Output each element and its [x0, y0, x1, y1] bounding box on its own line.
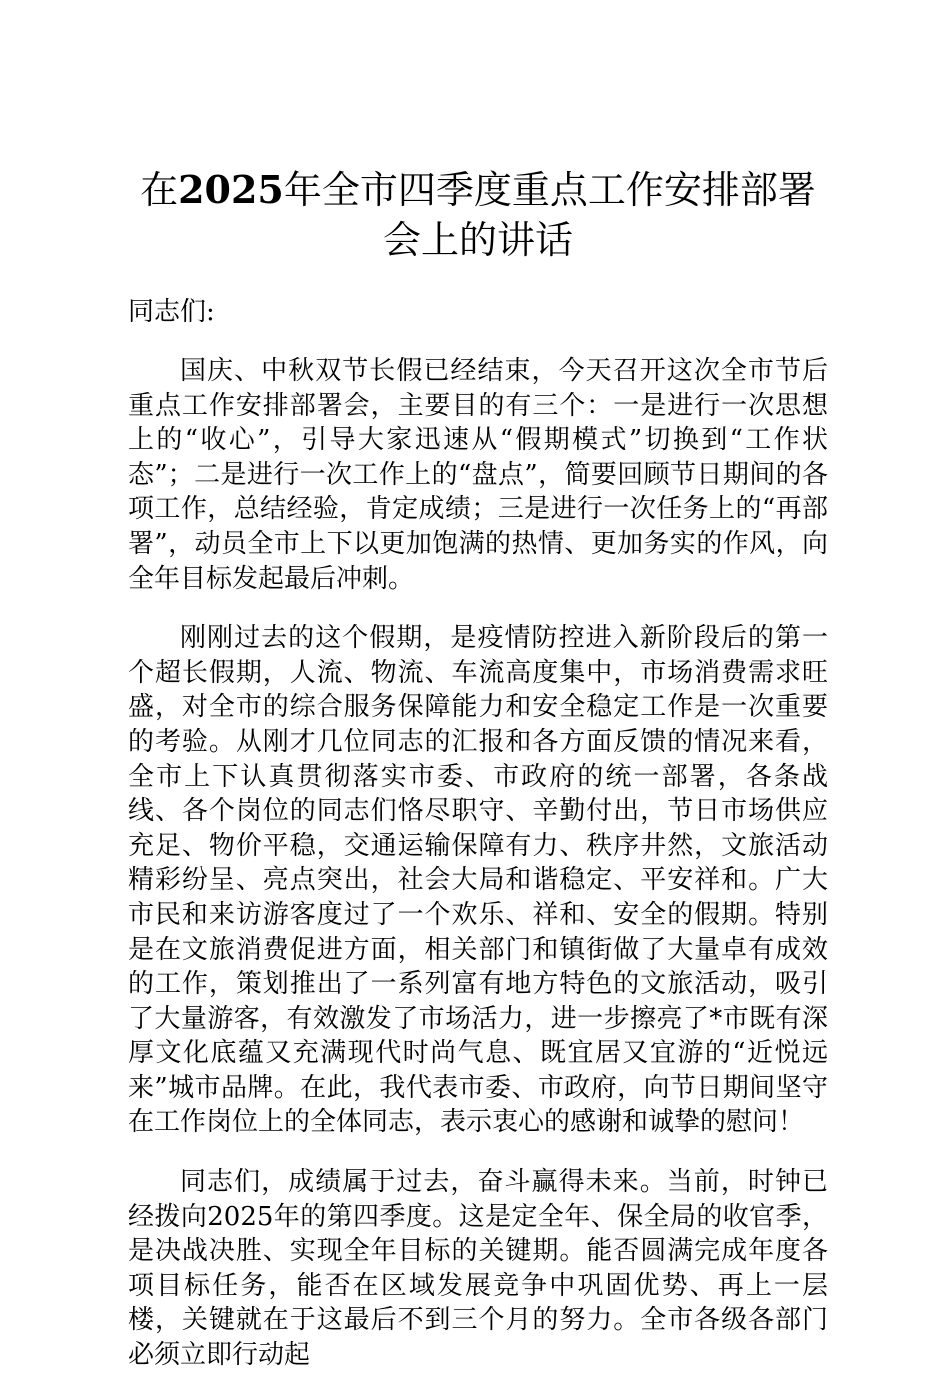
- paragraph-2: 刚刚过去的这个假期，是疫情防控进入新阶段后的第一个超长假期，人流、物流、车流高度集中，市场消费需求旺盛，对全市的综合服务保障能力和安全稳定工作是一次重要的考验。从刚才几位同志的汇报和各方面反馈的情况来看，全市上下认真贯彻落实市委、市政府的统一部署，各条战线、各个岗位的同志们恪尽职守、辛勤付出，节日市场供应充足、物价平稳，交通运输保障有力、秩序井然，文旅活动精彩纷呈、亮点突出，社会大局和谐稳定、平安祥和。广大市民和来访游客度过了一个欢乐、祥和、安全的假期。特别是在文旅消费促进方面，相关部门和镇街做了大量卓有成效的工作，策划推出了一系列富有地方特色的文旅活动，吸引了大量游客，有效激发了市场活力，进一步擦亮了*市既有深厚文化底蕴又充满现代时尚气息、既宜居又宜游的“近悦远来”城市品牌。在此，我代表市委、市政府，向节日期间坚守在工作岗位上的全体同志，表示衷心的感谢和诚挚的慰问！: [128, 623, 828, 1138]
- title-year: 2025: [178, 167, 284, 212]
- paragraph-3: 同志们，成绩属于过去，奋斗赢得未来。当前，时钟已经拨向2025年的第四季度。这是定全年、保全局的收官季，是决战决胜、实现全年目标的关键期。能否圆满完成年度各项目标任务，能否在区域发展竞争中巩固优势、再上一层楼，关键就在于这最后不到三个月的努力。全市各级各部门必须立即行动起: [128, 1167, 828, 1371]
- title-prefix: 在: [140, 168, 179, 212]
- greeting: 同志们:: [128, 297, 215, 327]
- title-suffix: 年全市四季度重点工作安排部署会上的讲话: [283, 168, 816, 262]
- document-title: [128, 165, 828, 265]
- paragraph-1: 国庆、中秋双节长假已经结束，今天召开这次全市节后重点工作安排部署会，主要目的有三个：一是进行一次思想上的“收心”，引导大家迅速从“假期模式”切换到“工作状态”；二是进行一次工作上的“盘点”，简要回顾节日期间的各项工作，总结经验，肯定成绩；三是进行一次任务上的“再部署”，动员全市上下以更加饱满的热情、更加务实的作风，向全年目标发起最后冲刺。: [128, 356, 828, 594]
- document-page: [128, 165, 828, 1398]
